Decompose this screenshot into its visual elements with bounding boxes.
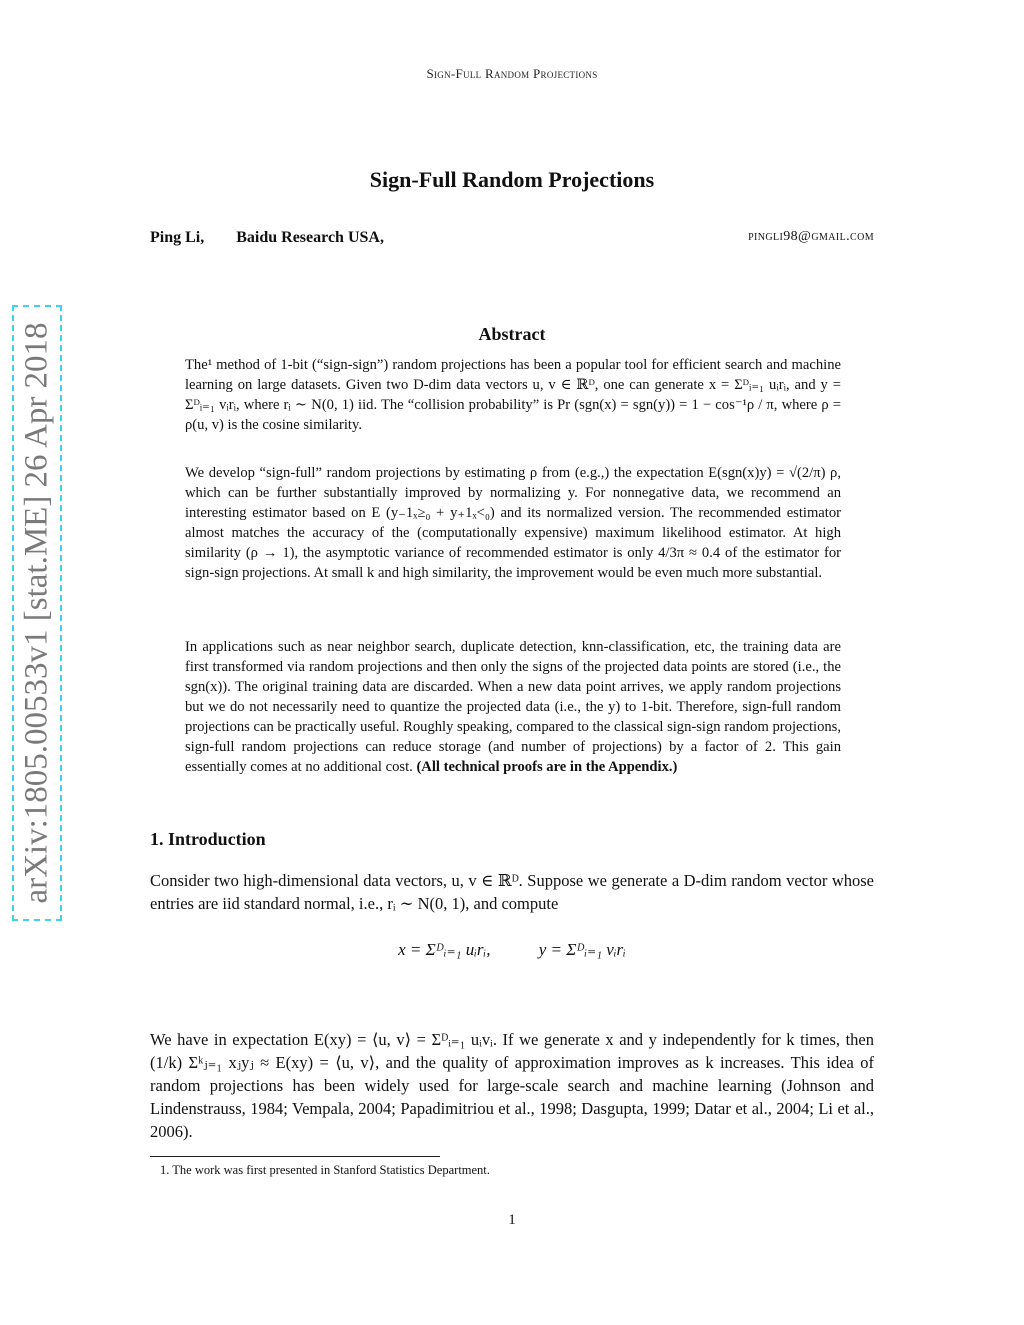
intro-paragraph-1: Consider two high-dimensional data vectors, u, v ∈ ℝᴰ. Suppose we generate a D-dim random vector whose entries are iid standard normal, i.e., rᵢ ∼ N(0, 1), and compute bbox=[150, 871, 874, 913]
abstract-paragraph-1: The¹ method of 1-bit (“sign-sign”) random projections has been a popular tool for efficient search and machine learning on large datasets. Given two D-dim data vectors u, v ∈ ℝᴰ, one can generate x = Σᴰᵢ₌₁ uᵢrᵢ, and y = Σᴰᵢ₌₁ vᵢrᵢ, where rᵢ ∼ N(0, 1) iid. The “collision probability” is Pr (sgn(x) = sgn(y)) = 1 − cos⁻¹ρ / π, where ρ = ρ(u, v) is the cosine similarity. bbox=[185, 357, 841, 433]
abstract-paragraph-3 bbox=[185, 637, 841, 777]
arxiv-stamp bbox=[12, 305, 62, 921]
author-affiliation: Baidu Research USA, bbox=[236, 229, 384, 246]
author-name: Ping Li, bbox=[150, 229, 205, 246]
section-heading: 1. Introduction bbox=[150, 829, 266, 849]
author-line bbox=[150, 229, 874, 247]
footnote-rule bbox=[150, 1156, 440, 1157]
author-email: pingli98@gmail.com bbox=[748, 229, 874, 244]
arxiv-stamp-text: arXiv:1805.00533v1 [stat.ME] 26 Apr 2018 bbox=[18, 322, 55, 904]
page-number: 1 bbox=[508, 1212, 516, 1228]
abstract-paragraph-2: We develop “sign-full” random projections by estimating ρ from (e.g.,) the expectation E(sgn(x)y) = √(2/π) ρ, which can be further substantially improved by normalizing y. For nonnegative data, we recommend an interesting estimator based on E (y₋1ₓ≥₀ + y₊1ₓ<₀) and its normalized version. The recommended estimator almost matches the accuracy of the (computationally expensive) maximum likelihood estimator. At high similarity (ρ → 1), the asymptotic variance of recommended estimator is only 4/3π ≈ 0.4 of the estimator for sign-sign projections. At small k and high similarity, the improvement would be even much more substantial. bbox=[185, 465, 841, 581]
intro-paragraph-2: We have in expectation E(xy) = ⟨u, v⟩ = Σᴰᵢ₌₁ uᵢvᵢ. If we generate x and y independently for k times, then (1/k) Σᵏⱼ₌₁ xⱼyⱼ ≈ E(xy) = ⟨u, v⟩, and the quality of approximation improves as k increases. This idea of random projections has been widely used for large-scale search and machine learning (Johnson and Lindenstrauss, 1984; Vempala, 2004; Papadimitriou et al., 1998; Dasgupta, 1999; Datar et al., 2004; Li et al., 2006). bbox=[150, 1030, 874, 1141]
footnote: 1. The work was first presented in Stanford Statistics Department. bbox=[160, 1163, 490, 1177]
equation-x: x = Σᴰᵢ₌₁ uᵢrᵢ, bbox=[398, 940, 491, 959]
appendix-note: (All technical proofs are in the Appendix.) bbox=[416, 759, 678, 775]
equation-y: y = Σᴰᵢ₌₁ vᵢrᵢ bbox=[538, 940, 626, 959]
equation-projections bbox=[0, 940, 1024, 960]
abstract-heading: Abstract bbox=[478, 324, 546, 344]
paper-title: Sign-Full Random Projections bbox=[369, 167, 655, 192]
running-head: Sign-Full Random Projections bbox=[426, 66, 598, 81]
abstract-paragraph-3-text: In applications such as near neighbor search, duplicate detection, knn-classification, etc, the training data are first transformed via random projections and then only the signs of the projected data points are stored (i.e., the sgn(x)). The original training data are discarded. When a new data point arrives, we apply random projections but we do not necessarily need to quantize the projected data (i.e., the y) to 1-bit. Therefore, sign-full random projections can be practically useful. Roughly speaking, compared to the classical sign-sign random projections, sign-full random projections can reduce storage (and number of projections) by a factor of 2. This gain essentially comes at no additional cost. bbox=[185, 639, 841, 775]
